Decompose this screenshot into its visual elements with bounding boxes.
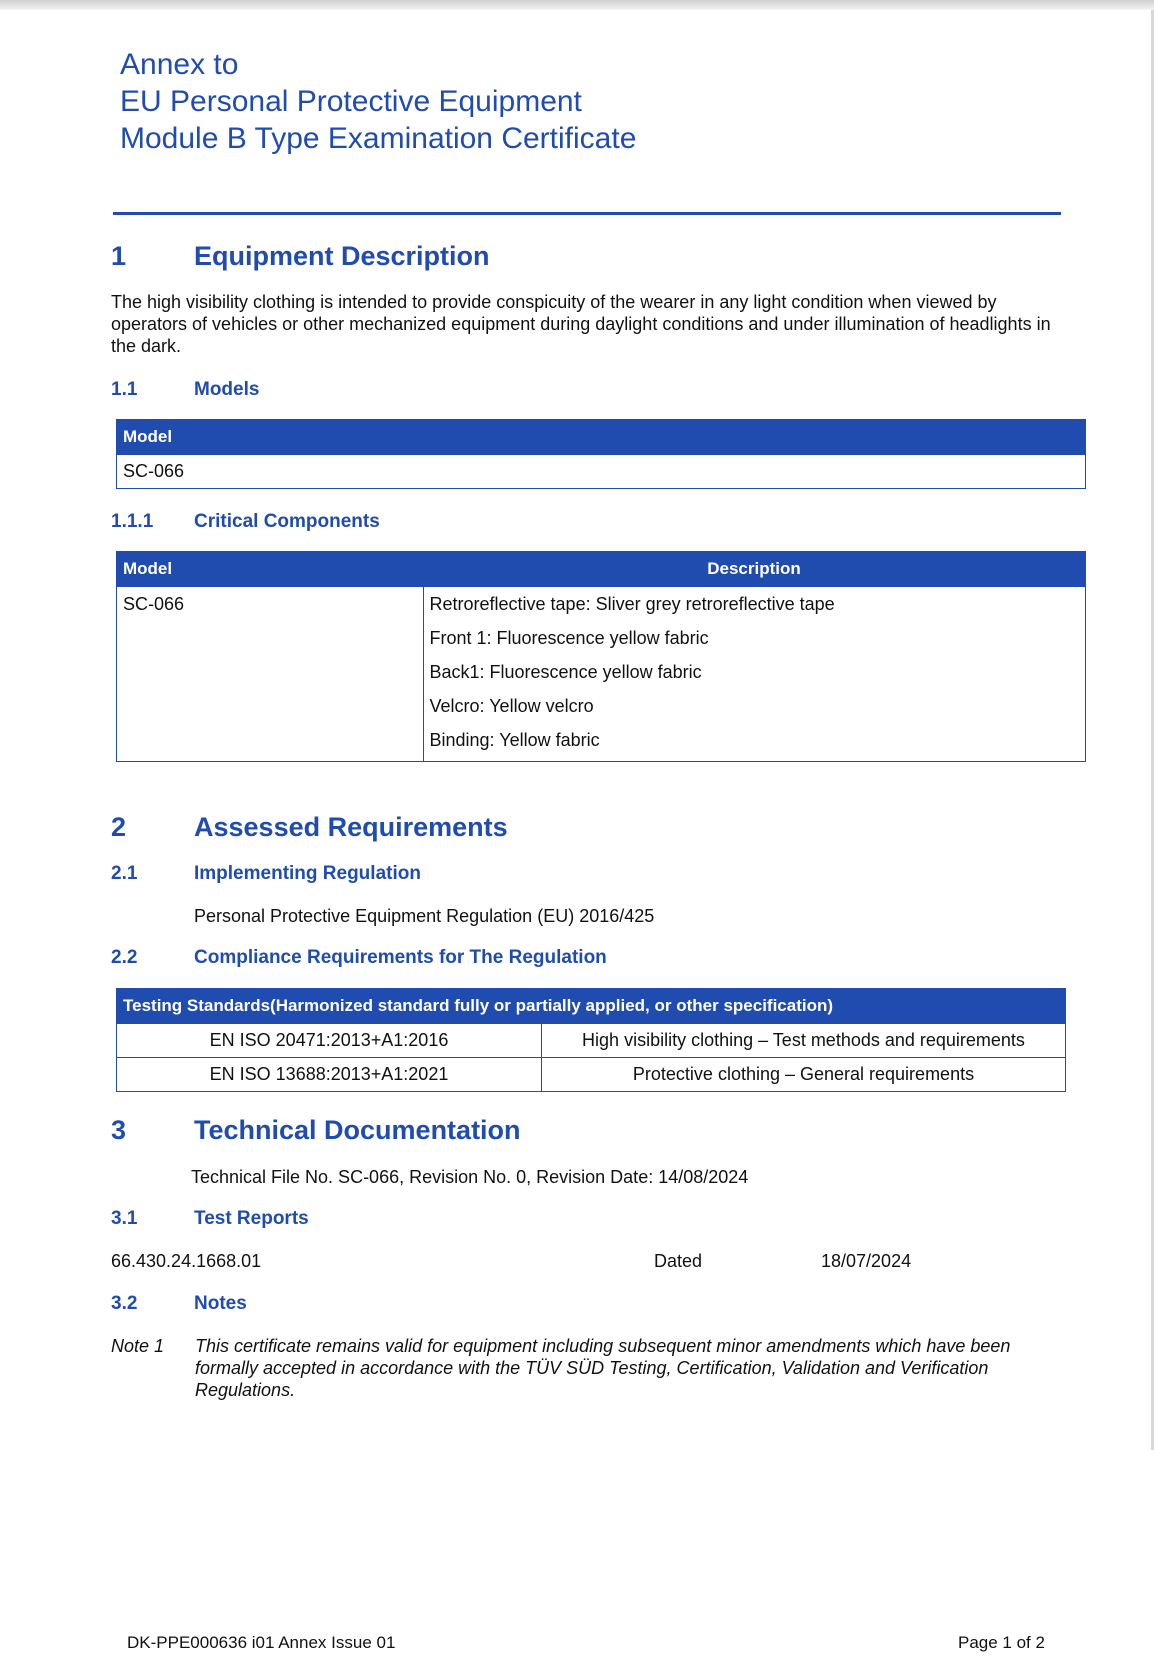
section-1-1-1-title: Critical Components <box>194 511 380 532</box>
section-1-1-number: 1.1 <box>111 379 138 400</box>
table-row <box>117 1058 1066 1092</box>
footer-page-number: Page 1 of 2 <box>958 1633 1045 1652</box>
window-top-bar <box>0 0 1154 10</box>
standards-table <box>116 988 1066 1092</box>
title-line-3: Module B Type Examination Certificate <box>120 122 637 155</box>
title-line-2: EU Personal Protective Equipment <box>120 85 582 118</box>
section-3-title: Technical Documentation <box>194 1115 521 1145</box>
title-line-1: Annex to <box>120 48 239 81</box>
components-description-cell <box>423 587 1086 762</box>
note-label: Note 1 <box>111 1336 165 1356</box>
section-1-1-1-number: 1.1.1 <box>111 511 154 532</box>
section-2-number: 2 <box>111 812 127 842</box>
standard-code-2: EN ISO 13688:2013+A1:2021 <box>117 1058 542 1092</box>
components-table <box>116 551 1086 762</box>
component-line-4: Velcro: Yellow velcro <box>429 696 594 716</box>
component-line-2: Front 1: Fluorescence yellow fabric <box>429 628 709 648</box>
components-model-cell: SC-066 <box>117 587 424 762</box>
test-report-date: 18/07/2024 <box>821 1251 912 1271</box>
section-3-body: Technical File No. SC-066, Revision No. 0, Revision Date: 14/08/2024 <box>191 1167 749 1187</box>
test-report-number: 66.430.24.1668.01 <box>111 1251 262 1271</box>
table-row <box>117 1024 1066 1058</box>
section-2-2-title: Compliance Requirements for The Regulation <box>194 947 607 968</box>
test-report-dated-label: Dated <box>654 1251 703 1271</box>
section-2-1-body: Personal Protective Equipment Regulation (EU) 2016/425 <box>194 906 655 926</box>
models-table <box>116 419 1086 489</box>
standards-header: Testing Standards(Harmonized standard fully or partially applied, or other specification) <box>117 989 1066 1024</box>
section-3-2-title: Notes <box>194 1293 247 1314</box>
section-3-number: 3 <box>111 1115 127 1145</box>
components-header-description: Description <box>423 552 1086 587</box>
section-2-1-number: 2.1 <box>111 863 138 884</box>
models-row-1: SC-066 <box>117 455 1086 489</box>
document-title <box>120 46 636 157</box>
note-text: This certificate remains valid for equipment including subsequent minor amendments which have been formally accepted in accordance with the TÜV SÜD Testing, Certification, Validation and Verification Regulations. <box>195 1336 1011 1400</box>
component-line-3: Back1: Fluorescence yellow fabric <box>429 662 702 682</box>
component-line-5: Binding: Yellow fabric <box>429 730 600 750</box>
footer-document-id: DK-PPE000636 i01 Annex Issue 01 <box>127 1633 396 1652</box>
standard-code-1: EN ISO 20471:2013+A1:2016 <box>117 1024 542 1058</box>
section-1-body: The high visibility clothing is intended to provide conspicuity of the wearer in any light condition when viewed by operators of vehicles or other mechanized equipment during daylight conditions and under illumination of headlights in the dark. <box>111 292 1051 356</box>
section-2-1-title: Implementing Regulation <box>194 863 421 884</box>
section-3-1-number: 3.1 <box>111 1208 138 1229</box>
section-1-number: 1 <box>111 241 127 271</box>
models-header: Model <box>117 420 1086 455</box>
section-3-2-number: 3.2 <box>111 1293 138 1314</box>
section-2-title: Assessed Requirements <box>194 812 508 842</box>
title-divider <box>113 212 1061 215</box>
components-header-model: Model <box>117 552 424 587</box>
standard-description-2: Protective clothing – General requirements <box>542 1058 1066 1092</box>
section-2-2-number: 2.2 <box>111 947 138 968</box>
standard-description-1: High visibility clothing – Test methods and requirements <box>542 1024 1066 1058</box>
component-line-1: Retroreflective tape: Sliver grey retroreflective tape <box>429 594 835 614</box>
section-3-1-title: Test Reports <box>194 1208 309 1229</box>
section-1-title: Equipment Description <box>194 241 490 271</box>
section-1-1-title: Models <box>194 379 260 400</box>
